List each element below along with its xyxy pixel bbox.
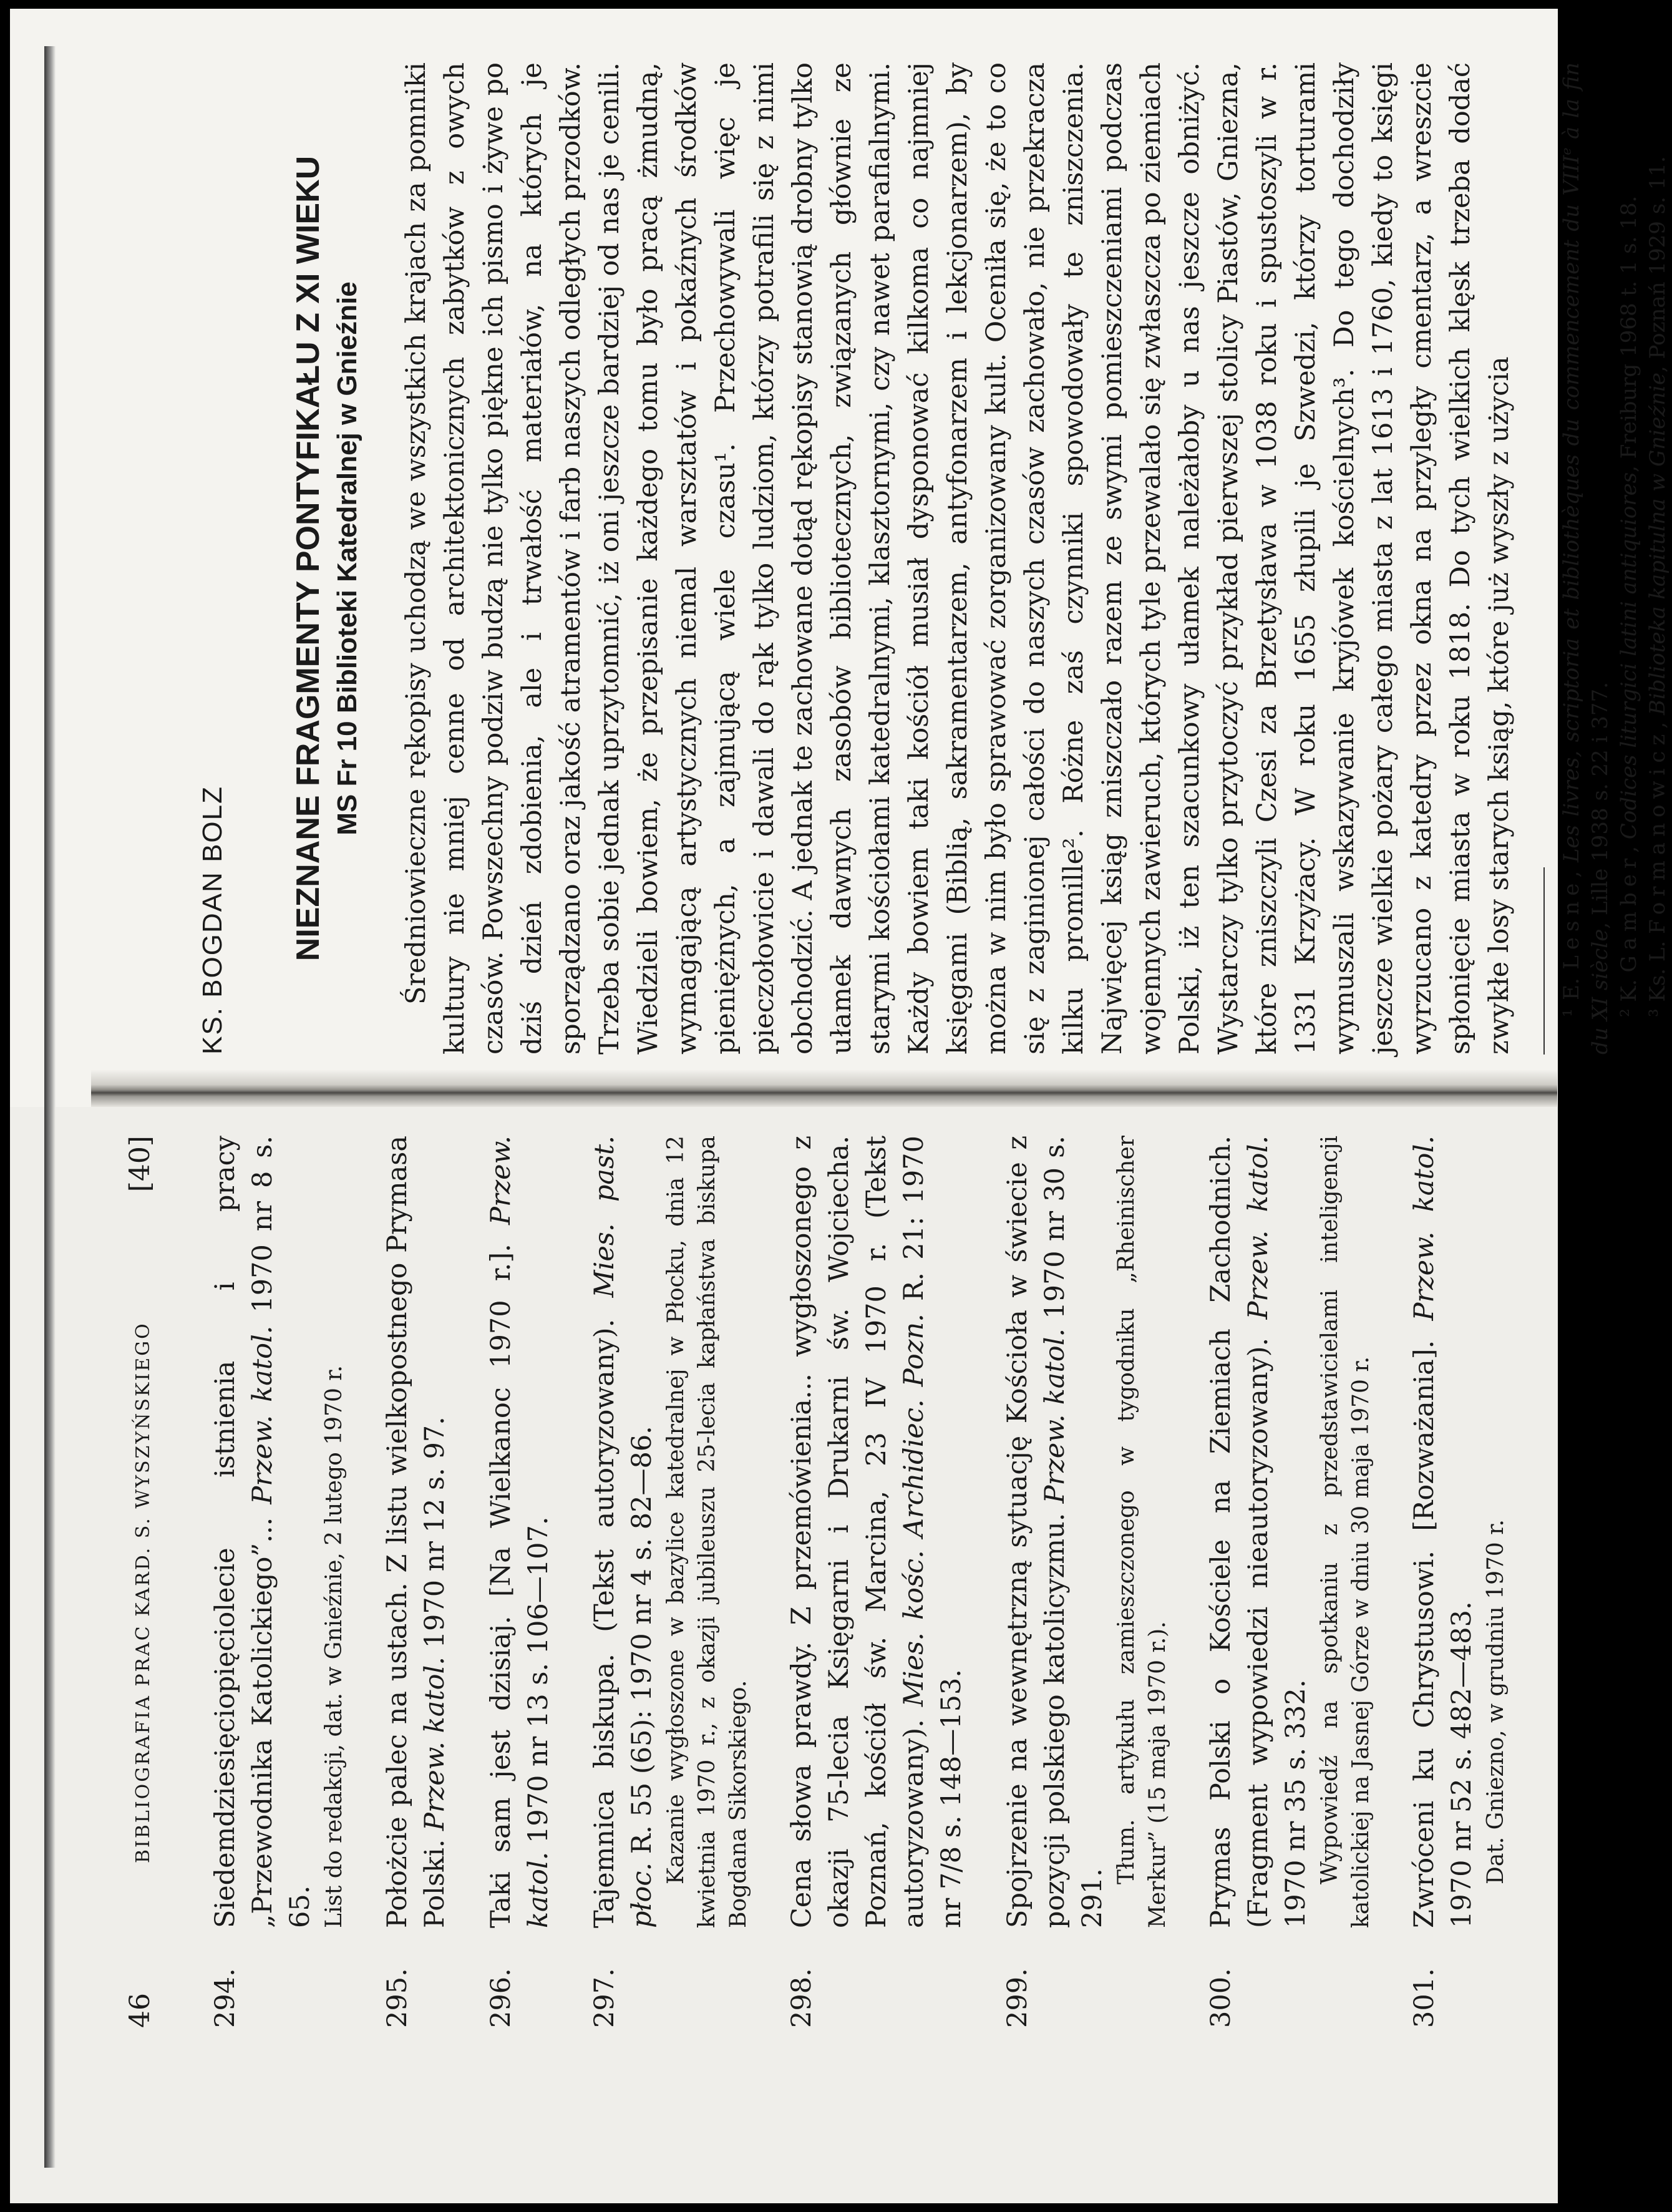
work-title: à la fin du XI siècle xyxy=(1559,62,1613,1055)
journal-title: Mies. kośc. Archidiec. Pozn. xyxy=(898,1313,930,1707)
citation-text: R. 55 (65): 1970 nr 4 s. 82—86. xyxy=(626,1426,658,1863)
article-author: KS. BOGDAN BOLZ xyxy=(197,786,228,1055)
bibliography-entry xyxy=(999,1136,1174,2028)
entry-note: Dat. Gniezno, w grudniu 1970 r. xyxy=(1483,1519,1509,1884)
footnotes xyxy=(1557,62,1672,1055)
article-body xyxy=(397,62,1519,1055)
journal-title: Przew. katol. xyxy=(1243,1136,1274,1320)
work-title: e xyxy=(1558,147,1574,155)
entry-number: 299. xyxy=(1002,1968,1033,2028)
footnote-text: , xyxy=(1616,839,1641,853)
entry-note: Kazanie wygłoszone w bazylice katedralnej w Płocku, dnia 12 kwietnia 1970 r., z okazji jubileuszu 25-lecia kapłaństwa biskupa Bogdana Sikorskiego. xyxy=(663,1136,751,1928)
page-header xyxy=(122,1136,178,2028)
bibliography-entry xyxy=(207,1136,350,2028)
entry-citation xyxy=(586,1136,661,1928)
article-subtitle: MS Fr 10 Biblioteki Katedralnej w Gnieźnie xyxy=(332,281,362,836)
journal-title: Mies. past. płoc. xyxy=(589,1135,658,1928)
footnote-text: , Poznań 1929 s. 11. xyxy=(1645,156,1670,373)
entry-citation xyxy=(1406,1136,1480,1928)
footnote xyxy=(1615,62,1643,1055)
article-paragraph: Średniowieczne rękopisy uchodzą we wszystkich krajach za pomniki kultury nie mniej cenne od architektonicznych zabytków z owych czasów. Powszechny podziw budzą nie tylko piękne ich pismo i żywe po dziś dzień zdobienia, ale i trwałość materiałów, na których je sporządzano oraz jakość atramentów i farb naszych odległych przodków. Trzeba sobie jednak uprzytomnić, iż oni jeszcze bardziej od nas je cenili. Wiedzieli bowiem, że przepisanie każdego tomu było pracą żmudną, wymagającą artystycznych niemal warsztatów i pokaźnych środków pieniężnych, a zajmującą wiele czasu¹. Przechowywali więc je pieczołowicie i dawali do rąk tylko ludziom, którzy potrafili się z nimi obchodzić. A jednak te zachowane dotąd rękopisy stanowią drobny tylko ułamek dawnych zasobów bibliotecznych, związanych głównie ze starymi kościołami katedralnymi, klasztornymi, czy nawet parafialnymi. Każdy bowiem taki kościół musiał dysponować kilkoma co najmniej księgami (Biblią, sakramentarzem, antyfonarzem i lekcjonarzem), by można w nim było sprawować zorganizowany kult. Oceniła się, że to co się z zaginionej całości do naszych czasów zachowało, nie przekracza kilku promille². Różne zaś czynniki spowodowały te zniszczenia. Najwięcej ksiąg zniszczało razem ze swymi pomieszczeniami podczas wojennych zawieruch, których tyle przewalało się zwłaszcza po ziemiach Polski, iż ten szacunkowy ułamek należałoby u nas jeszcze obniżyć. Wystarczy tylko przytoczyć przykład pierwszej stolicy Piastów, Gniezna, które zniszczyli Czesi za Brzetysława w 1038 roku i spustoszyli w r. 1331 Krzyżacy. W roku 1655 złupili je Szwedzi, którzy torturami wymuszali wskazywanie kryjówek kościelnych³. Do tego dochodziły jeszcze wielkie pożary całego miasta z lat 1613 i 1760, kiedy to księgi wyrzucano z katedry przez okna na przyległy cmentarz, a wreszcie spłonięcie miasta w roku 1818. Do tych wielkich klęsk trzeba dodać zwykłe losy starych ksiąg, które już wyszły z użycia xyxy=(401,62,1515,1055)
author-surname: Gamber xyxy=(1616,852,1641,973)
entry-citation xyxy=(783,1136,970,1928)
citation-text: 1970 nr 13 s. 106—107. xyxy=(523,1516,554,1852)
footnote xyxy=(1557,62,1615,1055)
bibliography-entry xyxy=(379,1136,454,2028)
citation-text: Prymas Polski o Kościele na Ziemiach Zachodnich. (Fragment wypowiedzi nieautoryzowany). xyxy=(1205,1136,1274,1928)
citation-text: 1970 nr 35 s. 332. xyxy=(1280,1679,1311,1928)
entry-number: 296. xyxy=(485,1968,517,2028)
citation-text: Zwróceni ku Chrystusowi. [Rozważania]. xyxy=(1409,1320,1440,1928)
work-title: Biblioteka kapitulna w Gnieźnie xyxy=(1645,373,1670,715)
entry-citation xyxy=(999,1136,1111,1928)
citation-text: Położcie palec na ustach. Z listu wielkopostnego Prymasa Polski. xyxy=(382,1136,450,1928)
entry-number: 295. xyxy=(382,1968,413,2028)
citation-text: 1970 nr 30 s. 291. xyxy=(1039,1136,1108,1928)
citation-text: Taki sam jest dzisiaj. [Na Wielkanoc 1970 r.]. xyxy=(485,1224,517,1928)
bibliography-entries xyxy=(207,1136,1512,2028)
bibliography-entry xyxy=(586,1136,754,2028)
citation-text: 1970 nr 12 s. 97. xyxy=(419,1416,450,1657)
author-surname: Lesne xyxy=(1559,877,1584,970)
footnote-text: , xyxy=(1559,862,1584,878)
footnote-text: K. xyxy=(1616,972,1641,1002)
entry-note: Wypowiedź na spotkaniu z przedstawicielami inteligencji katolickiej na Jasnej Górze w dniu 30 maja 1970 r. xyxy=(1317,1136,1374,1928)
citation-text: Siedemdziesięciopięciolecie istnienia i pracy „Przewodnika Katolickiego”... xyxy=(210,1136,278,1928)
citation-text: 1970 nr 8 s. 65. xyxy=(247,1136,316,1928)
citation-text: Cena słowa prawdy. Z przemówienia... wygłoszonego z okazji 75-lecia Księgarni i Drukarni św. Wojciecha. Poznań, kościół św. Marcina, 23 IV 1970 r. (Tekst autoryzowany). xyxy=(786,1136,930,1928)
work-title: Les livres, scriptoria et bibliothèques du commencement du VIII xyxy=(1559,155,1584,863)
journal-title: Przew. katol. xyxy=(247,1325,278,1504)
journal-title: Przew. katol. xyxy=(419,1657,450,1831)
footnote-text: E. xyxy=(1559,969,1584,1000)
journal-title: Przew. katol. xyxy=(1409,1136,1440,1321)
footnote-text: Ks. L. xyxy=(1645,933,1670,1002)
article-title: NIEZNANE FRAGMENTY PONTYFIKAŁU Z XI WIEKU xyxy=(290,155,326,962)
bibliography-entry xyxy=(482,1136,557,2028)
author-surname: Formanowicz xyxy=(1645,728,1670,934)
entry-number: 298. xyxy=(786,1968,817,2028)
page-number: 46 xyxy=(124,1993,156,2028)
entry-citation xyxy=(207,1136,319,1928)
book-edge-shadow xyxy=(44,46,56,2168)
citation-text: Tajemnica biskupa. (Tekst autoryzowany). xyxy=(589,1297,620,1928)
bracket-number: [40] xyxy=(124,1136,156,1192)
book-gutter xyxy=(91,1069,1557,1107)
entry-note: Tłum. artykułu zamieszczonego w tygodniku „Rheinischer Merkur” (15 maja 1970 r.). xyxy=(1114,1136,1170,1928)
entry-number: 301. xyxy=(1409,1968,1440,2028)
entry-citation xyxy=(482,1136,557,1928)
footnote-rule xyxy=(1543,867,1545,1055)
footnote-text: , xyxy=(1645,715,1670,729)
bibliography-entry xyxy=(783,1136,970,2028)
running-head: BIBLIOGRAFIA PRAC KARD. S. WYSZYŃSKIEGO xyxy=(132,1322,154,1864)
citation-text: R. 21: 1970 nr 7/8 s. 148—153. xyxy=(898,1136,967,1928)
footnote-mark: ³ xyxy=(1645,1001,1670,1017)
article-page xyxy=(187,62,1670,1055)
citation-text: 1970 nr 52 s. 482—483. xyxy=(1446,1601,1477,1928)
footnote-text: , Freiburg 1968 t. 1 s. 18. xyxy=(1616,195,1641,472)
work-title: Codices liturgici latini antiquiores xyxy=(1616,472,1641,840)
footnote-mark: ² xyxy=(1616,1001,1641,1017)
bibliography-page xyxy=(122,1135,1509,2028)
entry-number: 297. xyxy=(589,1968,620,2028)
footnote xyxy=(1643,62,1672,1055)
entry-note: List do redakcji, dat. w Gnieźnie, 2 lutego 1970 r. xyxy=(321,1365,347,1928)
footnote-mark: ¹ xyxy=(1559,1000,1584,1017)
footnote-text: , Lille 1938 s. 22 i 377. xyxy=(1588,681,1613,929)
citation-text: Spojrzenie na wewnętrzną sytuację Kościoła w świecie z pozycji polskiego katolicyzmu. xyxy=(1002,1136,1071,1928)
journal-title: Przew. katol. xyxy=(1039,1328,1071,1504)
entry-number: 294. xyxy=(210,1968,241,2028)
entry-number: 300. xyxy=(1205,1968,1237,2028)
bibliography-entry xyxy=(1202,1136,1377,2028)
journal-title: Przew. katol. xyxy=(485,1136,554,1928)
entry-citation xyxy=(379,1136,454,1928)
entry-citation xyxy=(1202,1136,1315,1928)
bibliography-entry xyxy=(1406,1136,1512,2028)
